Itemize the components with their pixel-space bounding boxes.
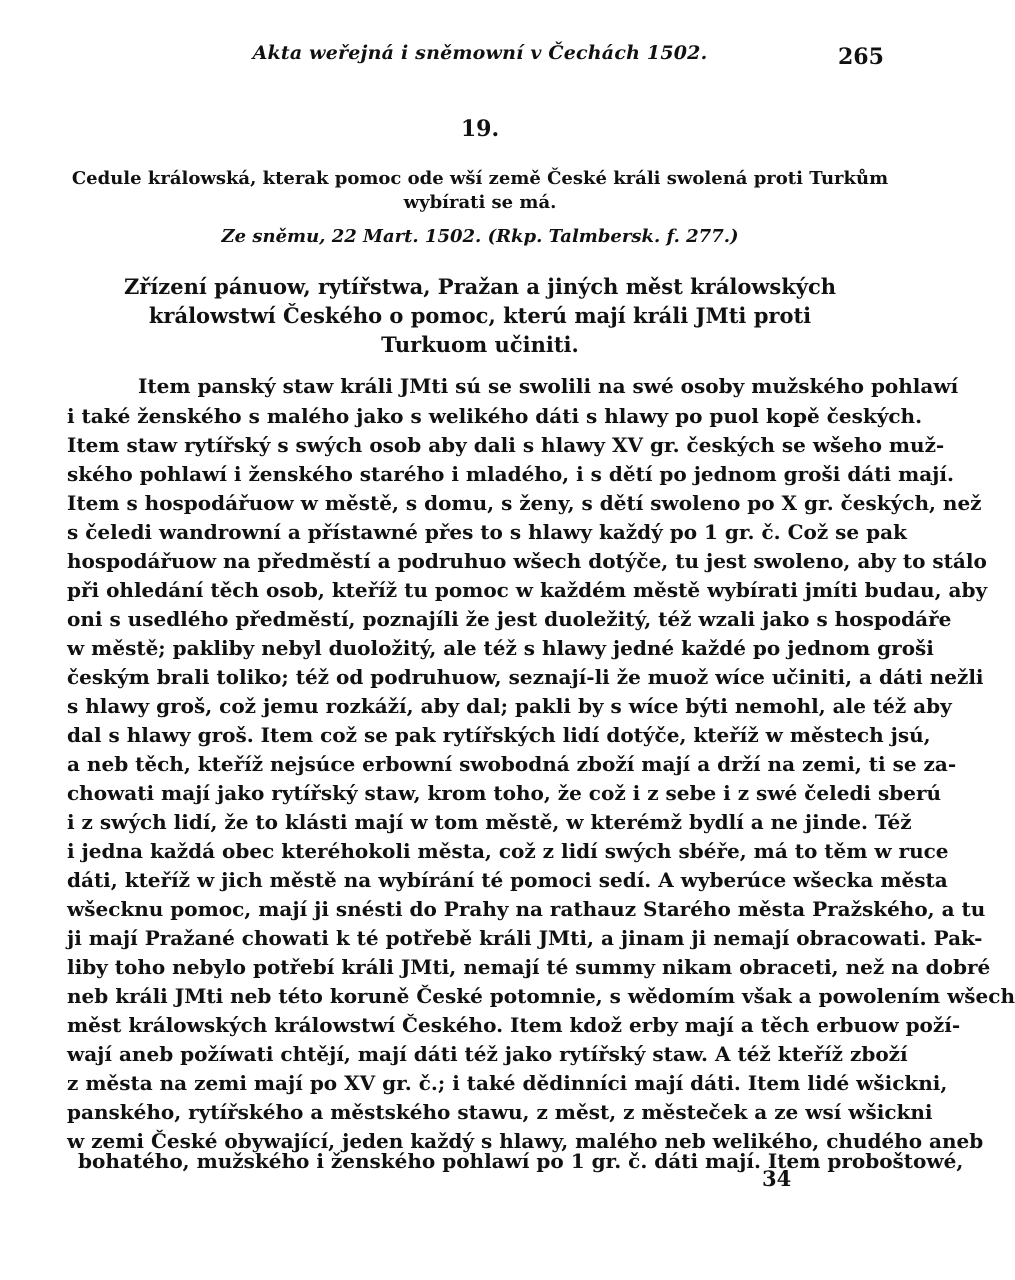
document-number: 19. bbox=[460, 116, 500, 142]
body-line: i také ženského s malého jako s welikého dáti s hlawy po puol kopě českých. bbox=[67, 404, 923, 428]
body-line: Item s hospodářuow w městě, s domu, s ženy, s dětí swoleno po X gr. českých, než bbox=[67, 491, 982, 515]
subheading-line: králowstwí Českého o pomoc, kterú mají králi JMti proti bbox=[148, 303, 812, 328]
subheading-line: Zřízení pánuow, rytířstwa, Pražan a jiných měst králowských bbox=[123, 274, 837, 299]
page-number: 265 bbox=[838, 44, 884, 70]
body-line: hospodářuow na předměstí a podruhuo wšech dotýče, tu jest swoleno, aby to stálo bbox=[67, 549, 987, 573]
subheading-line: Turkuom učiniti. bbox=[381, 332, 579, 357]
body-line: liby toho nebylo potřebí králi JMti, nemají té summy nikam obraceti, než na dobré bbox=[67, 955, 991, 979]
body-line: Item panský staw králi JMti sú se swolili na swé osoby mužského pohlawí bbox=[138, 374, 959, 398]
body-line: chowati mají jako rytířský staw, krom toho, že což i z sebe i z swé čeledi sberú bbox=[67, 781, 942, 805]
body-line: Item staw rytířský s swých osob aby dali s hlawy XV gr. českých se wšeho muž- bbox=[67, 433, 945, 457]
body-line: s čeledi wandrowní a přístawné přes to s hlawy každý po 1 gr. č. Což se pak bbox=[67, 520, 907, 544]
body-line: bohatého, mužského i ženského pohlawí po 1 gr. č. dáti mají. Item proboštowé, bbox=[78, 1149, 964, 1173]
body-line: neb králi JMti neb této koruně České potomnie, s wědomím však a powolením wšech bbox=[67, 984, 1015, 1008]
body-line: wšecknu pomoc, mají ji snésti do Prahy na rathauz Starého města Pražského, a tu bbox=[67, 897, 986, 921]
document-heading-line: wybírati se má. bbox=[403, 192, 557, 213]
sheet-signature: 34 bbox=[762, 1166, 792, 1191]
body-line: wají aneb požíwati chtějí, mají dáti též jako rytířský staw. A též kteříž zboží bbox=[67, 1042, 908, 1066]
body-line: oni s usedlého předměstí, poznajíli že jest duoležitý, též wzali jako s hospodáře bbox=[67, 607, 952, 631]
body-line: panského, rytířského a městského stawu, z měst, z městeček a ze wsí wšickni bbox=[67, 1100, 933, 1124]
body-line: a neb těch, kteříž nejsúce erbowní swobodná zboží mají a drží na zemi, ti se za- bbox=[67, 752, 957, 776]
body-line: při ohledání těch osob, kteříž tu pomoc w každém městě wybírati jmíti budau, aby bbox=[67, 578, 988, 602]
body-line: i z swých lidí, že to klásti mají w tom městě, w kterémž bydlí a ne jinde. Též bbox=[67, 810, 912, 834]
body-line: dal s hlawy groš. Item což se pak rytířských lidí dotýče, kteříž w městech jsú, bbox=[67, 723, 931, 747]
document-heading-line: Cedule králowská, kterak pomoc ode wší země České králi swolená proti Turkům bbox=[71, 168, 889, 189]
body-line: měst králowských králowstwí Českého. Item kdož erby mají a těch erbuow poží- bbox=[67, 1013, 961, 1037]
source-citation: Ze sněmu, 22 Mart. 1502. (Rkp. Talmbersk. f. 277.) bbox=[221, 226, 739, 247]
running-title: Akta weřejná i sněmowní v Čechách 1502. bbox=[252, 42, 708, 64]
body-line: w zemi České obywající, jeden každý s hlawy, malého neb welikého, chudého aneb bbox=[67, 1129, 984, 1153]
body-line: s hlawy groš, což jemu rozkáží, aby dal; pakli by s wíce býti nemohl, ale též aby bbox=[67, 694, 952, 718]
body-line: w městě; pakliby nebyl duoložitý, ale též s hlawy jedné každé po jednom groši bbox=[67, 636, 934, 660]
body-line: dáti, kteříž w jich městě na wybírání té pomoci sedí. A wyberúce wšecka města bbox=[67, 868, 948, 892]
body-line: i jedna každá obec kteréhokoli města, což z lidí swých sbéře, má to těm w ruce bbox=[67, 839, 949, 863]
body-line: ji mají Pražané chowati k té potřebě králi JMti, a jinam ji nemají obracowati. Pak- bbox=[67, 926, 983, 950]
body-line: ského pohlawí i ženského starého i mladého, i s dětí po jednom groši dáti mají. bbox=[67, 462, 954, 486]
body-line: českým brali toliko; též od podruhuow, seznají-li že muož wíce učiniti, a dáti nežli bbox=[67, 665, 984, 689]
body-line: z města na zemi mají po XV gr. č.; i také dědinníci mají dáti. Item lidé wšickni, bbox=[67, 1071, 948, 1095]
